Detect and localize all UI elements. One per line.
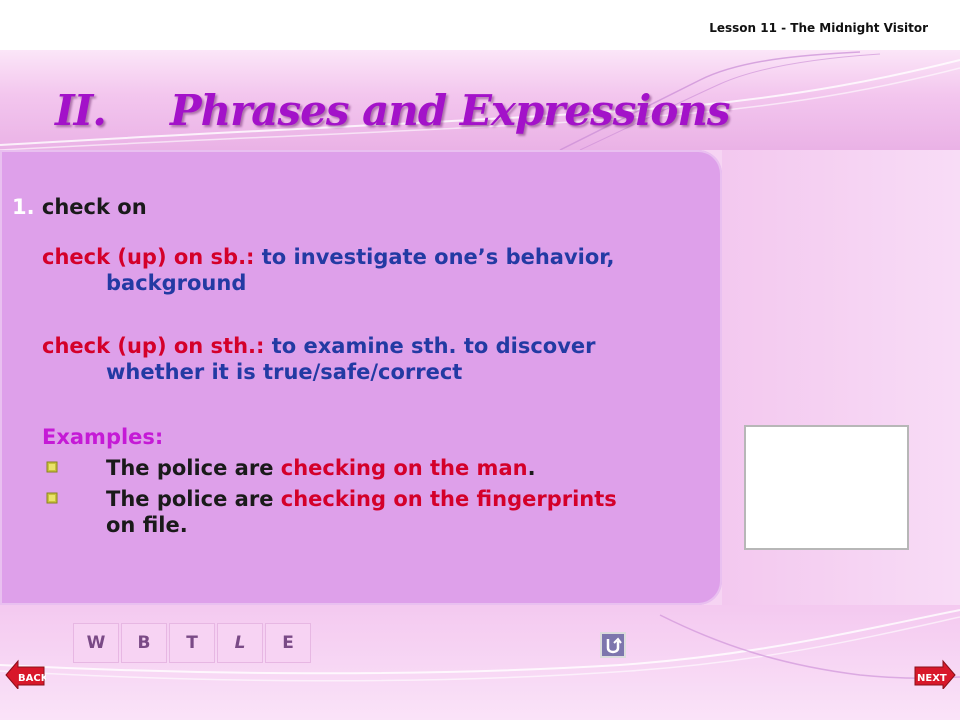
top-bar bbox=[0, 0, 960, 50]
image-placeholder bbox=[744, 425, 909, 550]
phrase-number: 1. bbox=[12, 195, 35, 219]
definition-2 bbox=[42, 333, 712, 385]
back-label: BACK bbox=[18, 673, 46, 684]
definition-meaning-cont: background bbox=[106, 271, 247, 295]
example-item bbox=[42, 486, 712, 538]
return-arrow-icon bbox=[604, 636, 622, 654]
next-button[interactable] bbox=[913, 657, 957, 693]
definition-meaning: to examine sth. to discover bbox=[271, 334, 596, 358]
examples-label: Examples: bbox=[42, 425, 164, 449]
section-title-text: Phrases and Expressions bbox=[170, 86, 730, 135]
example-highlight: checking on the man bbox=[280, 456, 528, 480]
bullet-icon bbox=[46, 461, 58, 473]
example-text-cont: on file. bbox=[106, 513, 188, 537]
example-item bbox=[42, 455, 712, 481]
phrase-text: check on bbox=[41, 195, 147, 219]
nav-button-e[interactable]: E bbox=[265, 623, 311, 663]
definition-1 bbox=[42, 244, 712, 296]
next-arrow-icon bbox=[913, 657, 957, 689]
nav-button-t[interactable]: T bbox=[169, 623, 215, 663]
phrase-heading bbox=[12, 194, 147, 220]
example-punct: . bbox=[527, 456, 536, 480]
example-highlight: checking on the fingerprints bbox=[280, 487, 617, 511]
back-button[interactable] bbox=[4, 657, 46, 693]
example-text: The police are bbox=[106, 487, 281, 511]
nav-button-w[interactable]: W bbox=[73, 623, 119, 663]
nav-button-l[interactable]: L bbox=[217, 623, 263, 663]
definition-term: check (up) on sth.: bbox=[42, 334, 265, 358]
chapter-nav bbox=[73, 623, 313, 663]
return-button[interactable] bbox=[600, 632, 626, 658]
definition-meaning-cont: whether it is true/safe/correct bbox=[106, 360, 463, 384]
definition-meaning: to investigate one’s behavior, bbox=[261, 245, 615, 269]
lesson-title: Lesson 11 - The Midnight Visitor bbox=[709, 21, 928, 35]
nav-button-b[interactable]: B bbox=[121, 623, 167, 663]
section-number: II. bbox=[55, 86, 106, 135]
back-arrow-icon bbox=[4, 657, 46, 689]
next-label: NEXT bbox=[917, 673, 947, 684]
bullet-icon bbox=[46, 492, 58, 504]
definition-term: check (up) on sb.: bbox=[42, 245, 255, 269]
section-title bbox=[55, 86, 730, 135]
example-text: The police are bbox=[106, 456, 281, 480]
